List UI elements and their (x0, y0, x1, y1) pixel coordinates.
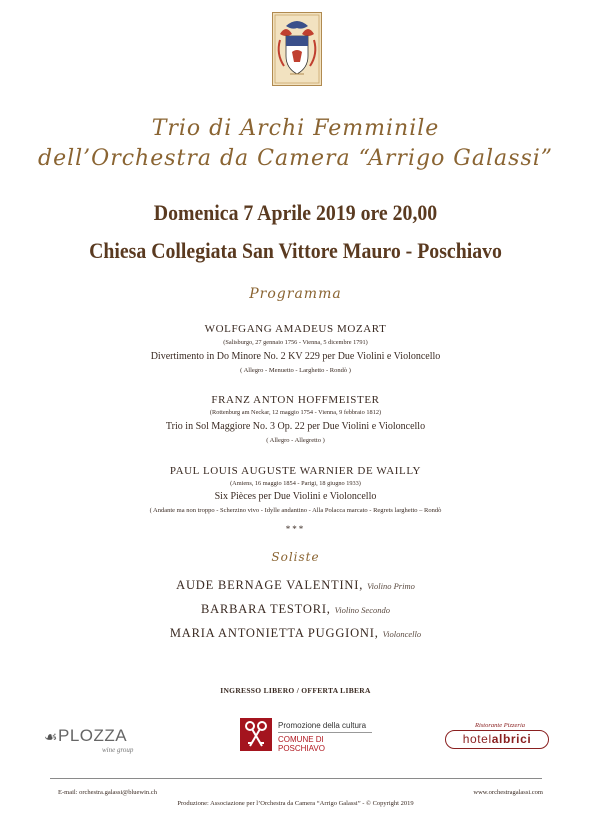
hotel-subtitle: Ristorante Pizzeria (475, 722, 526, 729)
promo-line1: Promozione della cultura (278, 721, 372, 733)
footer-email[interactable]: E-mail: orchestra.galassi@bluewin.ch (58, 789, 157, 796)
hotel-name (445, 732, 549, 746)
plozza-name: PLOZZA (58, 726, 128, 745)
performer-name: BARBARA TESTORI, (201, 602, 335, 616)
work-movements: ( Allegro - Menuetto - Larghetto - Rondò ) (240, 367, 351, 374)
programma-heading: Programma (249, 286, 342, 302)
footer-credit: Produzione: Associazione per l’Orchestra da Camera “Arrigo Galassi” - © Copyright 2019 (177, 800, 414, 807)
work-title: Divertimento in Do Minore No. 2 KV 229 per Due Violini e Violoncello (150, 351, 441, 362)
ensemble-title-line1: Trio di Archi Femminile (151, 116, 440, 141)
performer-role: Violoncello (382, 629, 422, 639)
event-location: Chiesa Collegiata San Vittore Mauro - Poschiavo (89, 238, 502, 263)
soliste-heading: Soliste (271, 550, 320, 564)
performer-name: MARIA ANTONIETTA PUGGIONI, (169, 626, 383, 640)
plozza-subtitle: wine group (102, 746, 134, 754)
composer-name: WOLFGANG AMADEUS MOZART (204, 323, 387, 335)
promozione-cultura-logo (240, 718, 372, 751)
work-movements: ( Andante ma non troppo - Scherzino vivo - Idylle andantino - Alla Polacca marcato - Regrets larghetto – Rondò (149, 507, 442, 514)
footer-divider (50, 778, 542, 779)
plozza-mark-icon: ☙ (44, 730, 58, 746)
hotel-name-bold: albrici (491, 732, 532, 746)
performer-role: Violino Secondo (334, 605, 390, 615)
composer-lifespan: (Amiens, 16 maggio 1854 - Parigi, 18 giugno 1933) (230, 480, 361, 487)
keys-emblem-icon (240, 718, 272, 751)
coat-of-arms-emblem (272, 12, 322, 86)
promo-line2: COMUNE DI POSCHIAVO (278, 735, 325, 753)
performer-row (0, 626, 591, 641)
work-movements: ( Allegro - Allegretto ) (266, 437, 325, 444)
section-separator: *** (285, 524, 306, 534)
performer-row (0, 602, 591, 617)
performer-row (0, 578, 591, 593)
footer-website[interactable]: www.orchestragalassi.com (473, 789, 543, 796)
hotel-name-prefix: hotel (462, 732, 492, 746)
composer-name: FRANZ ANTON HOFFMEISTER (211, 394, 380, 406)
event-date: Domenica 7 Aprile 2019 ore 20,00 (153, 200, 438, 225)
work-title: Six Pièces per Due Violini e Violoncello (214, 491, 377, 502)
hotel-albrici-logo (445, 722, 549, 750)
work-title: Trio in Sol Maggiore No. 3 Op. 22 per Due Violini e Violoncello (165, 421, 426, 432)
ensemble-title-line2: dell’Orchestra da Camera “Arrigo Galassi” (37, 146, 554, 171)
performer-role: Violino Primo (367, 581, 415, 591)
crest-icon (272, 12, 322, 86)
performer-name: AUDE BERNAGE VALENTINI, (176, 578, 368, 592)
composer-lifespan: (Salisburgo, 27 gennaio 1756 - Vienna, 5 dicembre 1791) (223, 339, 368, 346)
composer-name: PAUL LOUIS AUGUSTE WARNIER DE WAILLY (169, 465, 422, 477)
composer-lifespan: (Rottenburg am Neckar, 12 maggio 1754 - Vienna, 9 febbraio 1812) (209, 409, 382, 416)
admission-note: INGRESSO LIBERO / OFFERTA LIBERA (220, 686, 371, 695)
plozza-logo (44, 724, 134, 760)
